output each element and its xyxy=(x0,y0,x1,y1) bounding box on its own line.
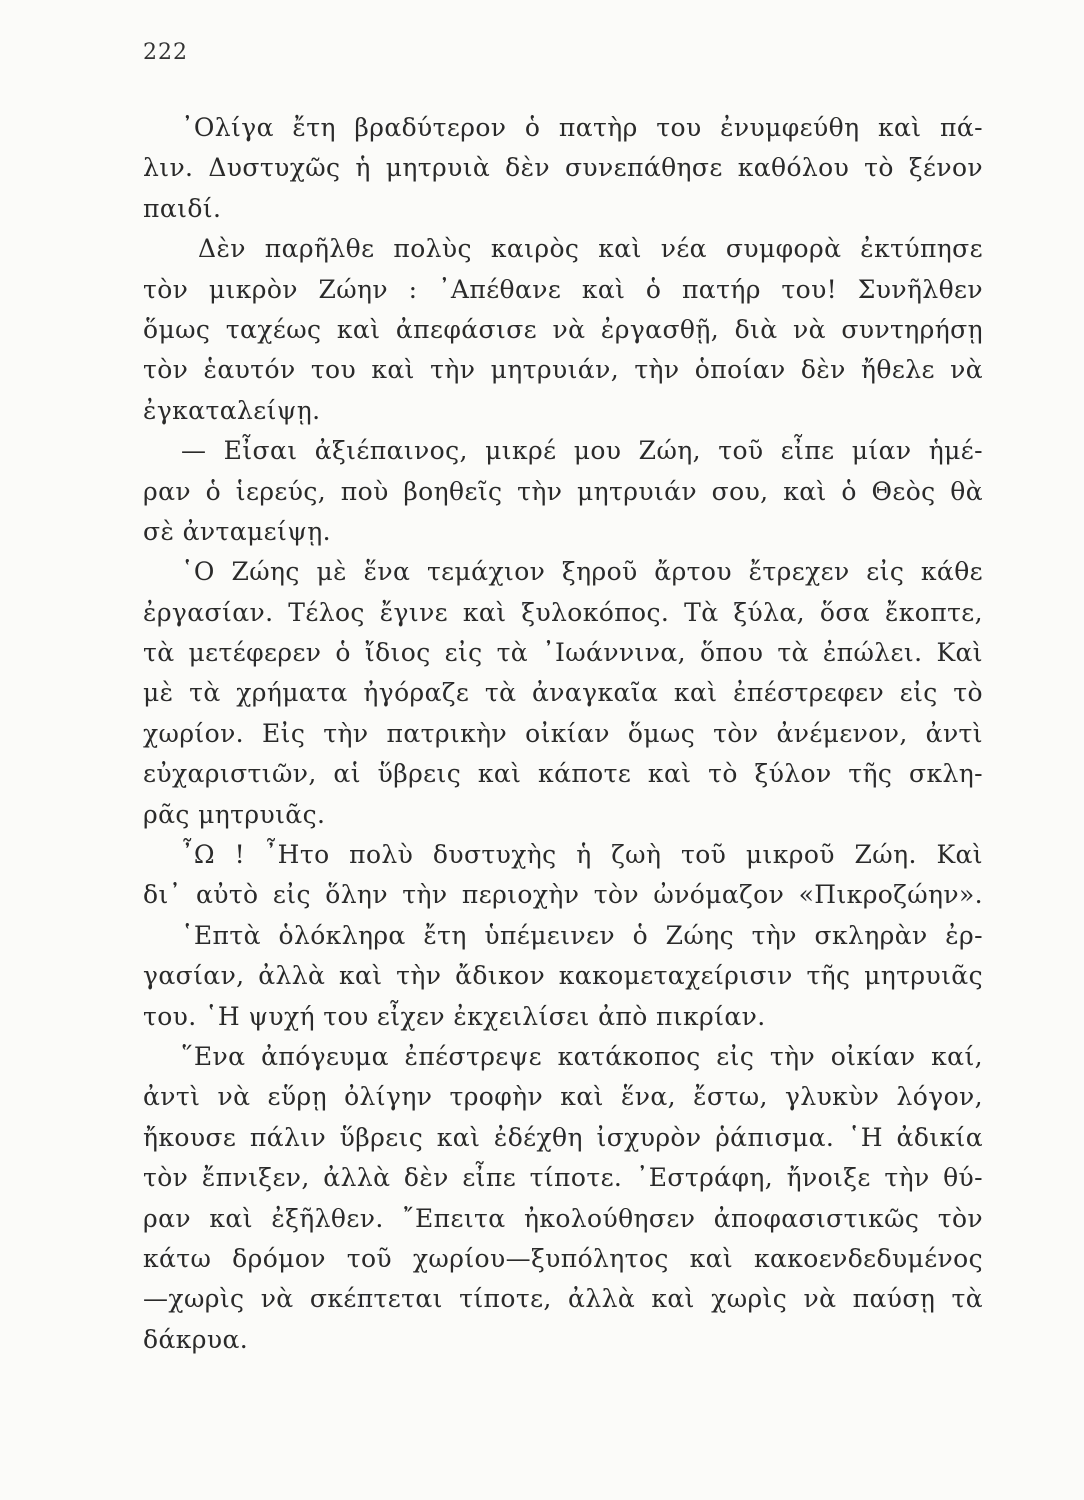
page-number: 222 xyxy=(143,40,188,65)
text-line: — Εἶσαι ἀξιέπαινος, μικρέ μου Ζώη, τοῦ εἶπε μίαν ἡμέ- xyxy=(181,436,983,466)
text-line: ῏Ω ! ῏Ητο πολὺ δυστυχὴς ἡ ζωὴ τοῦ μικροῦ Ζώη. Καὶ xyxy=(181,840,983,870)
text-line: τὸν ἑαυτόν του καὶ τὴν μητρυιάν, τὴν ὁποίαν δὲν ἤθελε νὰ xyxy=(143,355,983,385)
text-line: ῾Ο Ζώης μὲ ἕνα τεμάχιον ξηροῦ ἄρτου ἔτρεχεν εἰς κάθε xyxy=(181,557,983,587)
text-line: Δὲν παρῆλθε πολὺς καιρὸς καὶ νέα συμφορὰ ἐκτύπησε xyxy=(198,234,983,264)
text-line: ῾Επτὰ ὁλόκληρα ἔτη ὑπέμεινεν ὁ Ζώης τὴν σκληρὰν ἐρ- xyxy=(181,920,983,950)
text-line: ᾿Ολίγα ἔτη βραδύτερον ὁ πατὴρ του ἐνυμφεύθη καὶ πά- xyxy=(181,113,983,142)
text-line: ἐγκαταλείψῃ. xyxy=(143,395,321,425)
text-line: του. ῾Η ψυχή του εἶχεν ἐκχειλίσει ἀπὸ πικρίαν. xyxy=(143,1001,766,1031)
text-line: γασίαν, ἀλλὰ καὶ τὴν ἄδικον κακομεταχείρισιν τῆς μητρυιᾶς xyxy=(143,961,983,991)
text-line: τὸν ἔπνιξεν, ἀλλὰ δὲν εἶπε τίποτε. ᾿Εστράφη, ἤνοιξε τὴν θύ- xyxy=(143,1163,983,1193)
text-line: ὅμως ταχέως καὶ ἀπεφάσισε νὰ ἐργασθῇ, διὰ νὰ συντηρήσῃ xyxy=(143,314,983,344)
text-line: μὲ τὰ χρήματα ἠγόραζε τὰ ἀναγκαῖα καὶ ἐπέστρεφεν εἰς τὸ xyxy=(143,678,983,708)
text-line: ἐργασίαν. Τέλος ἔγινε καὶ ξυλοκόπος. Τὰ ξύλα, ὅσα ἔκοπτε, xyxy=(143,597,983,627)
text-line: ῞Ενα ἀπόγευμα ἐπέστρεψε κατάκοπος εἰς τὴν οἰκίαν καί, xyxy=(181,1041,983,1071)
text-line: τὸν μικρὸν Ζώην : ᾿Απέθανε καὶ ὁ πατήρ του! Συνῆλθεν xyxy=(143,274,983,304)
text-line: παιδί. xyxy=(143,193,222,223)
text-line: ραν ὁ ἱερεύς, ποὺ βοηθεῖς τὴν μητρυιάν σου, καὶ ὁ Θεὸς θὰ xyxy=(143,476,983,506)
text-line: —χωρὶς νὰ σκέπτεται τίποτε, ἀλλὰ καὶ χωρὶς νὰ παύσῃ τὰ xyxy=(143,1284,983,1314)
body-text xyxy=(143,108,983,1360)
text-line: χωρίον. Εἰς τὴν πατρικὴν οἰκίαν ὅμως τὸν ἀνέμενον, ἀντὶ xyxy=(143,718,983,748)
text-line: ἤκουσε πάλιν ὕβρεις καὶ ἐδέχθη ἰσχυρὸν ῥάπισμα. ῾Η ἀδικία xyxy=(143,1122,983,1152)
text-line: ραν καὶ ἐξῆλθεν. ῎Επειτα ἠκολούθησεν ἀποφασιστικῶς τὸν xyxy=(143,1203,983,1233)
text-line: σὲ ἀνταμείψῃ. xyxy=(143,516,331,546)
text-line: δι᾿ αὐτὸ εἰς ὅλην τὴν περιοχὴν τὸν ὠνόμαζον «Πικροζώην». xyxy=(143,880,983,910)
text-line: κάτω δρόμον τοῦ χωρίου—ξυπόλητος καὶ κακοενδεδυμένος xyxy=(143,1243,983,1273)
text-line: δάκρυα. xyxy=(143,1324,249,1354)
text-line: ἀντὶ νὰ εὕρῃ ὀλίγην τροφὴν καὶ ἕνα, ἔστω, γλυκὺν λόγον, xyxy=(143,1082,983,1112)
text-line: ρᾶς μητρυιᾶς. xyxy=(143,799,326,829)
text-line: τὰ μετέφερεν ὁ ἴδιος εἰς τὰ ᾿Ιωάννινα, ὅπου τὰ ἐπώλει. Καὶ xyxy=(143,638,983,668)
text-line: εὐχαριστιῶν, αἱ ὕβρεις καὶ κάποτε καὶ τὸ ξύλον τῆς σκλη- xyxy=(143,759,983,789)
text-line: λιν. Δυστυχῶς ἡ μητρυιὰ δὲν συνεπάθησε καθόλου τὸ ξένον xyxy=(143,153,983,183)
